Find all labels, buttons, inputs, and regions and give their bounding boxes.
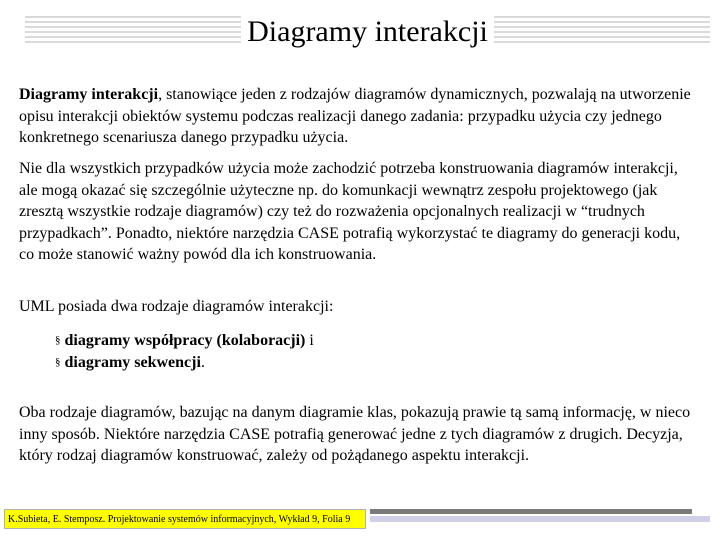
paragraph-uml-kinds: UML posiada dwa rodzaje diagramów interakcji: <box>19 298 334 315</box>
paragraph-intro-bold: Diagramy interakcji <box>19 86 159 103</box>
footer-divider-dark <box>370 509 692 514</box>
list-item <box>55 352 655 374</box>
list-item <box>55 330 655 352</box>
paragraph-intro-text: , stanowiące jeden z rodzajów diagramów dynamicznych, pozwalają na utworzenie opisu interakcji obiektów systemu podczas realizacji danego zadania: przypadku użycia czy jednego konkretnego scenariusza danego przypadku użycia. <box>19 86 691 146</box>
footer-citation: K.Subieta, E. Stemposz. Projektowanie systemów informacyjnych, Wykład 9, Folia 9 <box>4 509 366 529</box>
title-bar <box>25 10 710 46</box>
list-item-bold: diagramy sekwencji <box>64 353 201 371</box>
diagram-kinds-list <box>55 330 655 373</box>
bullet-icon: § <box>55 355 61 368</box>
footer-divider-light <box>370 516 710 522</box>
bullet-icon: § <box>55 334 61 346</box>
list-item-text: i <box>305 332 314 349</box>
paragraph-intro <box>19 84 699 149</box>
paragraph-usage: Nie dla wszystkich przypadków użycia może zachodzić potrzeba konstruowania diagramów interakcji, ale mogą okazać się szczególnie użyteczne np. do komunkacji wewnątrz zespołu projektowego (jak zresztą wszystkie rodzaje diagramów) czy też do rozważenia opcjonalnych realizacji w “trudnych przypadkach”. Ponadto, niektóre narzędzia CASE potrafią wykorzystać te diagramy do generacji kodu, co może stanowić ważny powód dla ich konstruowania. <box>19 160 681 263</box>
slide-title <box>25 14 710 50</box>
paragraph-summary: Oba rodzaje diagramów, bazując na danym diagramie klas, pokazują prawie tą samą informację, w nieco inny sposób. Niektóre narzędzia CASE potrafią generować jedne z tych diagramów z drugich. Decyzja, który rodzaj diagramów konstruować, zależy od pożądanego aspektu interakcji. <box>19 404 691 464</box>
list-item-bold: diagramy współpracy (kolaboracji) <box>64 332 306 349</box>
slide-title-text: Diagramy interakcji <box>241 15 494 48</box>
list-item-text: . <box>200 353 205 371</box>
